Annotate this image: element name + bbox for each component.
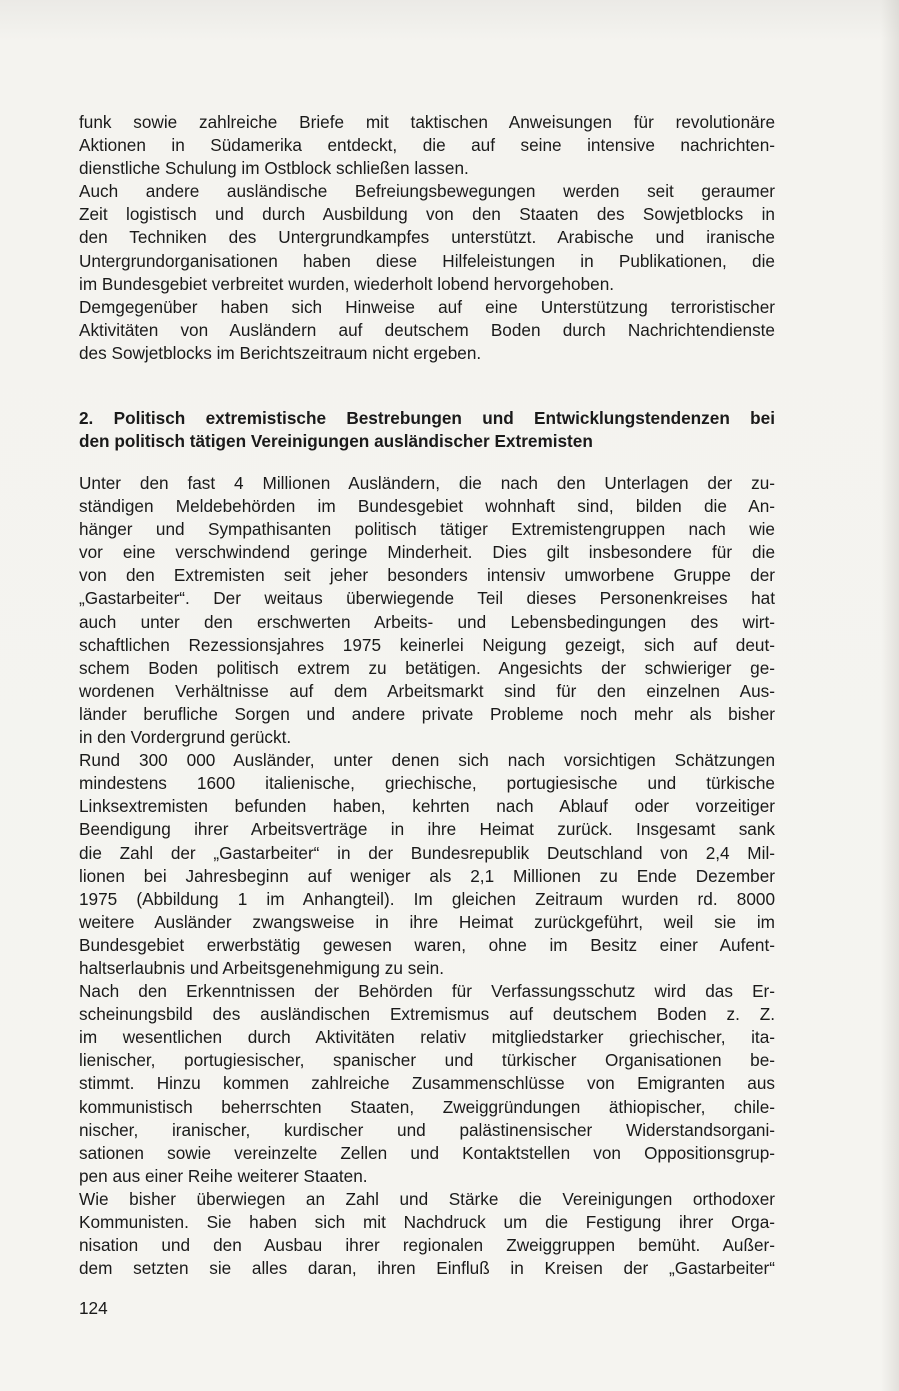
text-line: dienstliche Schulung im Ostblock schließen lassen. [79,158,469,179]
text-line: 1975 (Abbildung 1 im Anhangteil). Im gleichen Zeitraum wurden rd. 8000 [79,888,775,909]
main-text-block [79,472,775,1280]
text-line: Aktivitäten von Ausländern auf deutschem Boden durch Nachrichtendienste [79,319,775,340]
text-line: Demgegenüber haben sich Hinweise auf eine Unterstützung terroristischer [79,296,775,317]
paragraph [79,472,775,749]
top-text-block [79,111,775,365]
text-line: weitere Ausländer zwangsweise in ihre Heimat zurückgeführt, weil sie im [79,911,775,932]
text-line: stimmt. Hinzu kommen zahlreiche Zusammenschlüsse von Emigranten aus [79,1073,775,1094]
text-line: Linksextremisten befunden haben, kehrten nach Ablauf oder vorzeitiger [79,796,775,817]
text-line: scheinungsbild des ausländischen Extremismus auf deutschem Boden z. Z. [79,1004,775,1025]
text-line: hänger und Sympathisanten politisch tätiger Extremistengruppen nach wie [79,519,775,540]
text-line: Zeit logistisch und durch Ausbildung von den Staaten des Sowjetblocks in [79,204,775,225]
text-line: Wie bisher überwiegen an Zahl und Stärke die Vereinigungen orthodoxer [79,1188,775,1209]
text-line: schaftlichen Rezessionsjahres 1975 keinerlei Neigung gezeigt, sich auf deut- [79,634,775,655]
text-line: Nach den Erkenntnissen der Behörden für Verfassungsschutz wird das Er- [79,981,775,1002]
paragraph [79,111,775,180]
text-line: schem Boden politisch extrem zu betätigen. Angesichts der schwieriger ge- [79,657,775,678]
text-line: pen aus einer Reihe weiterer Staaten. [79,1165,368,1186]
text-line: nisation und den Ausbau ihrer regionalen Zweiggruppen bemüht. Außer- [79,1235,775,1256]
text-line: des Sowjetblocks im Berichtszeitraum nicht ergeben. [79,342,482,363]
text-line: Untergrundorganisationen haben diese Hilfeleistungen in Publikationen, die [79,250,775,271]
text-line: kommunistisch beherrschten Staaten, Zweiggründungen äthiopischer, chile- [79,1096,775,1117]
section-heading [79,407,775,453]
page-number: 124 [79,1298,108,1318]
text-line: länder berufliche Sorgen und andere private Probleme noch mehr als bisher [79,703,775,724]
text-line: sationen sowie vereinzelte Zellen und Kontaktstellen von Oppositionsgrup- [79,1142,775,1163]
text-line: Bundesgebiet erwerbstätig gewesen waren, ohne im Besitz einer Aufent- [79,934,775,955]
text-line: dem setzten sie alles daran, ihren Einfluß in Kreisen der „Gastarbeiter“ [79,1258,775,1279]
text-line: im wesentlichen durch Aktivitäten relativ mitgliedstarker griechischer, ita- [79,1027,775,1048]
text-line: Auch andere ausländische Befreiungsbewegungen werden seit geraumer [79,181,775,202]
page-edge-shadow [881,0,899,1391]
text-line: lionen bei Jahresbeginn auf weniger als 2,1 Millionen zu Ende Dezember [79,865,775,886]
text-line: in den Vordergrund gerückt. [79,727,292,748]
text-line: funk sowie zahlreiche Briefe mit taktischen Anweisungen für revolutionäre [79,112,775,132]
heading-line: 2. Politisch extremistische Bestrebungen und Entwicklungstendenzen bei [79,408,775,428]
text-line: Rund 300 000 Ausländer, unter denen sich nach vorsichtigen Schätzungen [79,750,775,771]
text-line: auch unter den erschwerten Arbeits- und Lebensbedingungen des wirt- [79,611,775,632]
text-line: Aktionen in Südamerika entdeckt, die auf seine intensive nachrichten- [79,135,775,156]
text-line: von den Extremisten seit jeher besonders intensiv umworbene Gruppe der [79,565,775,586]
paragraph [79,296,775,365]
text-line: wordenen Verhältnisse auf dem Arbeitsmarkt sind für den einzelnen Aus- [79,680,775,701]
paragraph [79,749,775,980]
paragraph [79,180,775,295]
text-line: ständigen Meldebehörden im Bundesgebiet wohnhaft sind, bilden die An- [79,496,775,517]
paragraph [79,980,775,1188]
text-line: Unter den fast 4 Millionen Ausländern, die nach den Unterlagen der zu- [79,473,775,493]
text-line: „Gastarbeiter“. Der weitaus überwiegende Teil dieses Personenkreises hat [79,588,775,609]
paragraph [79,1188,775,1280]
text-line: haltserlaubnis und Arbeitsgenehmigung zu sein. [79,957,444,978]
text-line: lienischer, portugiesischer, spanischer und türkischer Organisationen be- [79,1050,775,1071]
text-line: Kommunisten. Sie haben sich mit Nachdruck um die Festigung ihrer Orga- [79,1212,775,1232]
text-line: im Bundesgebiet verbreitet wurden, wiederholt lobend hervorgehoben. [79,273,615,294]
text-line: mindestens 1600 italienische, griechische, portugiesische und türkische [79,773,775,794]
text-line: die Zahl der „Gastarbeiter“ in der Bundesrepublik Deutschland von 2,4 Mil- [79,842,775,863]
text-line: vor eine verschwindend geringe Minderheit. Dies gilt insbesondere für die [79,542,775,563]
text-line: Beendigung ihrer Arbeitsverträge in ihre Heimat zurück. Insgesamt sank [79,819,775,840]
text-line: den Techniken des Untergrundkampfes unterstützt. Arabische und iranische [79,227,775,248]
heading-line: den politisch tätigen Vereinigungen ausländischer Extremisten [79,431,593,452]
text-line: nischer, iranischer, kurdischer und palästinensischer Widerstandsorgani- [79,1119,775,1140]
